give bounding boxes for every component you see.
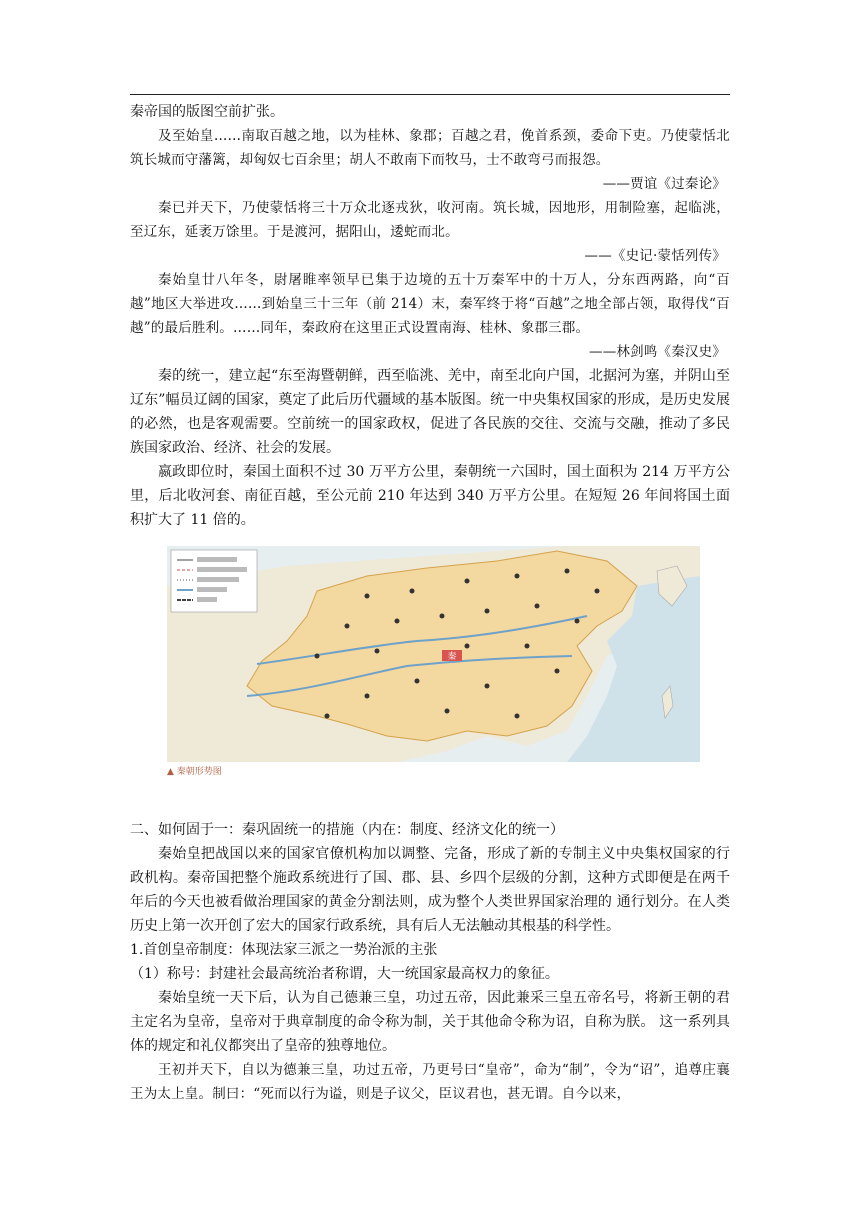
paragraph: 秦的统一，建立起“东至海暨朝鲜，西至临洮、羌中，南至北向户国，北据河为塞，并阴山至辽东”幅员辽阔的国家，奠定了此后历代疆域的基本版图。统一中央集权国家的形成，是历史发展的必然，也是客观需要。空前统一的国家政权，促进了各民族的交往、交流与交融，推动了多民族国家政治、经济、社会的发展。 — [130, 368, 730, 456]
paragraph: 秦始皇统一天下后，认为自己德兼三皇，功过五帝，因此兼采三皇五帝名号，将新王朝的君主定名为皇帝，皇帝对于典章制度的命令称为制，关于其他命令称为诏，自称为朕。 这一系列具体的规定和礼仪都突出了皇帝的独尊地位。 — [130, 990, 730, 1054]
header-rule — [130, 94, 730, 95]
qin-dynasty-map — [167, 546, 700, 778]
quote-qinhanshi: 秦始皇廿八年冬，尉屠睢率领早已集于边境的五十万秦军中的十万人，分东西两路，向“百越”地区大举进攻……到始皇三十三年（前 214）末，秦军终于将“百越”之地全部占领，取得伐“百越”的最后胜利。……同年，秦政府在这里正式设置南海、桂林、象郡三郡。 — [130, 272, 730, 336]
quote-guoqinlun: 及至始皇……南取百越之地，以为桂林、象郡；百越之君，俛首系颈，委命下吏。乃使蒙恬北筑长城而守藩篱，却匈奴七百余里；胡人不敢南下而牧马，士不敢弯弓而报怨。 — [130, 128, 730, 168]
quote-source: ——贾谊《过秦论》 — [602, 176, 726, 192]
paragraph: 秦始皇把战国以来的国家官僚机构加以调整、完备，形成了新的专制主义中央集权国家的行政机构。秦帝国把整个施政系统进行了国、郡、县、乡四个层级的分割，这种方式即便是在两千年后的今天也被看做治理国家的黄金分割法则，成为整个人类世界国家治理的 通行划分。在人类历史上第一次开创了宏大的国家行政系统，具有后人无法触动其根基的科学性。 — [130, 846, 730, 934]
paragraph: 嬴政即位时，秦国土面积不过 30 万平方公里，秦朝统一六国时，国土面积为 214 万平方公里，后北收河套、南征百越，至公元前 210 年达到 340 万平方公里。在短短 26 年间将国土面积扩大了 11 倍的。 — [130, 464, 730, 528]
section-heading: 二、如何固于一：秦巩固统一的措施（内在：制度、经济文化的统一） — [130, 822, 564, 838]
quote-source: ——《史记·蒙恬列传》 — [584, 248, 726, 264]
quote-shiji: 秦已并天下，乃使蒙恬将三十万众北逐戎狄，收河南。筑长城，因地形，用制险塞，起临洮，至辽东，延袤万馀里。于是渡河，据阳山，逶蛇而北。 — [130, 200, 730, 240]
document-body — [130, 100, 730, 1106]
paragraph: 秦帝国的版图空前扩张。 — [130, 104, 284, 120]
map-image — [167, 546, 700, 762]
subsection-heading: 1.首创皇帝制度：体现法家三派之一势治派的主张 — [130, 942, 438, 958]
map-caption: ▲ 秦朝形势图 — [167, 767, 222, 777]
map-capital-label: 秦 — [447, 652, 457, 662]
spacer — [130, 778, 730, 818]
quote-source: ——林剑鸣《秦汉史》 — [589, 344, 726, 360]
subsection-heading: （1）称号：封建社会最高统治者称谓，大一统国家最高权力的象征。 — [130, 966, 559, 982]
quote-shiji-benji: 王初并天下，自以为德兼三皇，功过五帝，乃更号曰“皇帝”，命为“制”，令为“诏”，追尊庄襄王为太上皇。制曰：“死而以行为谥，则是子议父，臣议君也，甚无谓。自今以来， — [130, 1062, 730, 1102]
